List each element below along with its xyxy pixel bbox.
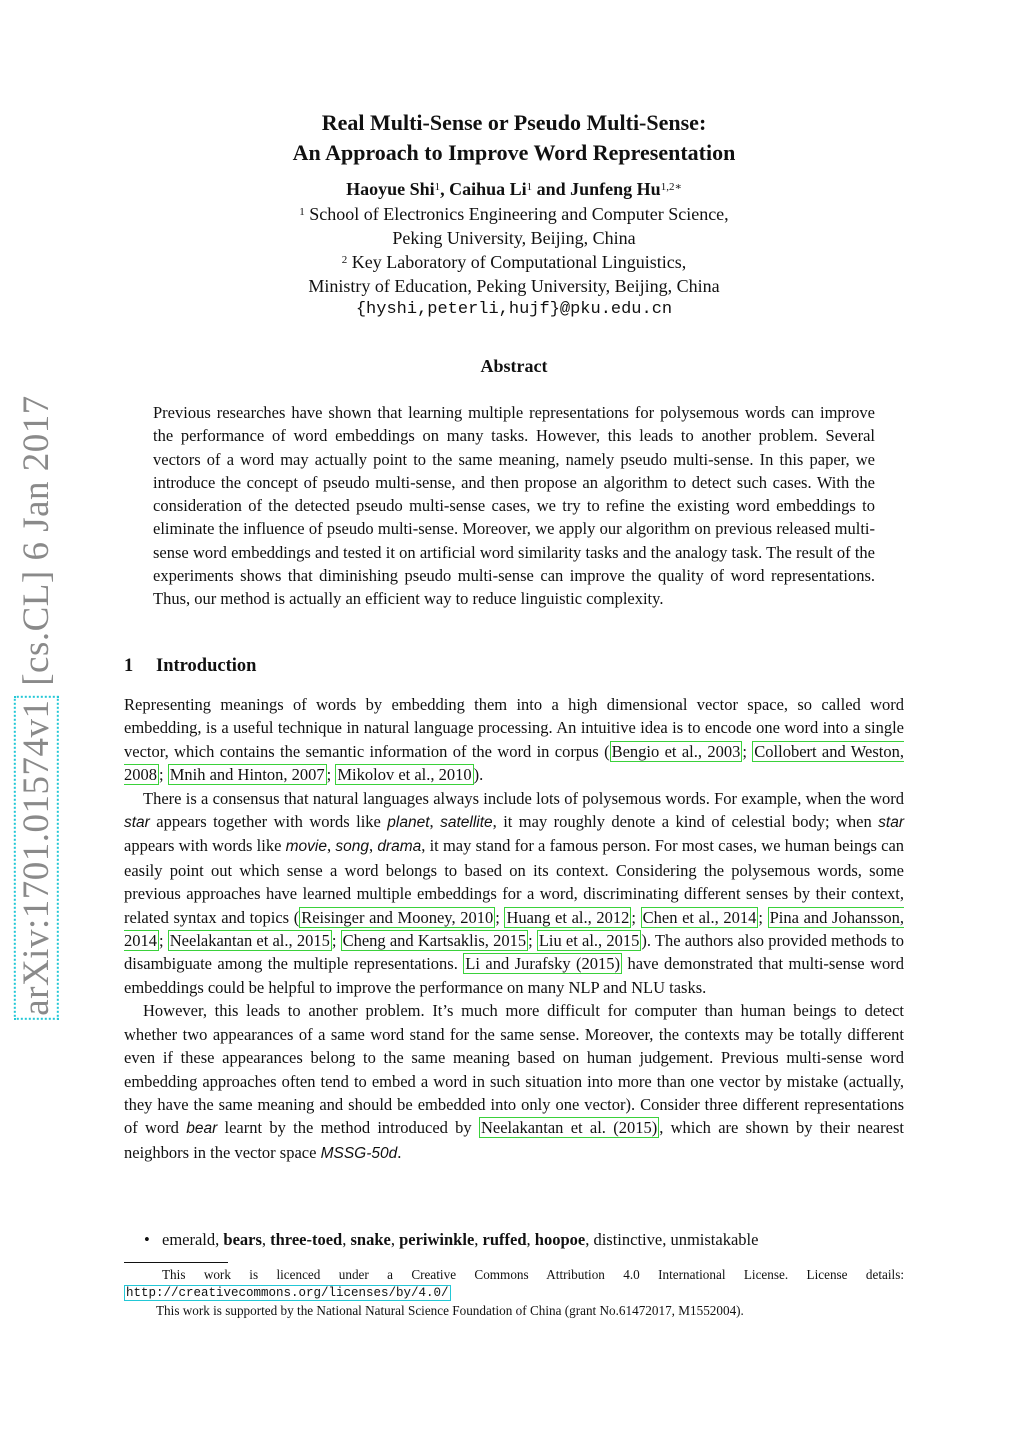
list-separator: , <box>662 1230 671 1249</box>
paragraph-text: appears together with words like <box>149 812 388 832</box>
arxiv-stamp-text <box>15 395 58 1020</box>
paragraph-text: , <box>429 812 441 832</box>
list-separator: , <box>585 1230 594 1249</box>
neighbor-word: emerald <box>162 1230 216 1249</box>
citation-separator: ; <box>631 907 641 927</box>
author-affiliation-mark: 1 <box>434 181 441 193</box>
affiliation-1-line-1 <box>124 202 904 226</box>
section-title: Introduction <box>156 656 257 676</box>
citation-separator: ; <box>331 931 341 951</box>
author-affiliation-mark: 1,2∗ <box>660 181 682 193</box>
neighbor-word-bold: ruffed <box>482 1230 527 1249</box>
citation-separator: ; <box>159 931 168 951</box>
author-name: Caihua Li <box>449 179 527 199</box>
paragraph-text: have demonstrated that multi-sense word embeddings could be helpful to improve the performance on many NLP and NLU tasks. <box>124 954 904 997</box>
author-separator: , <box>440 179 450 199</box>
citation-link[interactable]: Neelakantan et al., 2015 <box>169 931 330 951</box>
author-affiliation-mark: 1 <box>526 181 533 193</box>
citation-separator: ; <box>528 931 537 951</box>
affiliation-1-line-2: Peking University, Beijing, China <box>392 228 636 248</box>
list-separator: , <box>342 1230 351 1249</box>
introduction-body <box>124 693 904 1165</box>
footnotes <box>124 1266 904 1319</box>
author-emails: {hyshi,peterli,hujf}@pku.edu.cn <box>355 300 673 319</box>
neighbor-word-bold: snake <box>350 1230 391 1249</box>
list-separator: , <box>526 1230 535 1249</box>
arxiv-date: 6 Jan 2017 <box>15 395 57 561</box>
arxiv-category: [cs.CL] <box>15 570 57 686</box>
author-name: Haoyue Shi <box>346 179 435 199</box>
paragraph-1 <box>124 693 904 787</box>
citation-link[interactable]: Neelakantan et al. (2015) <box>480 1118 658 1138</box>
license-url-link[interactable]: http://creativecommons.org/licenses/by/4.0/ <box>126 1286 449 1300</box>
example-word: star <box>124 814 150 832</box>
footnote-license: This work is licenced under a Creative Commons Attribution 4.0 International License. License details: <box>162 1267 904 1282</box>
example-word: song <box>335 838 369 856</box>
paragraph-text: ). <box>473 765 484 785</box>
affiliation-mark: 2 <box>341 254 348 266</box>
footnote-divider <box>124 1262 228 1263</box>
neighbor-word-bold: three-toed <box>270 1230 343 1249</box>
neighbor-word: unmistakable <box>670 1230 759 1249</box>
citation-link[interactable]: Huang et al., 2012 <box>506 907 630 927</box>
citation-link[interactable]: Cheng and Kartsaklis, 2015 <box>342 931 527 951</box>
example-word: movie <box>285 838 327 856</box>
citation-separator: ; <box>495 907 505 927</box>
citation-link[interactable]: Reisinger and Mooney, 2010 <box>301 907 494 927</box>
author-separator: and <box>532 179 571 199</box>
paragraph-2 <box>124 787 904 1000</box>
title-line-1: Real Multi-Sense or Pseudo Multi-Sense: <box>321 110 707 135</box>
citation-link[interactable]: Collobert and Weston, 2008 <box>124 741 905 785</box>
affiliation-text: School of Electronics Engineering and Computer Science, <box>304 204 729 224</box>
list-separator: , <box>390 1230 400 1249</box>
affiliation-mark: 1 <box>299 206 305 218</box>
abstract-text: Previous researches have shown that learning multiple representations for polysemous words can improve the performance of word embeddings on many tasks. However, this leads to another problem. Several vectors of a word may actually point to the same meaning, namely pseudo multi-sense. In this paper, we introduce the concept of pseudo multi-sense, and then propose an algorithm to detect such cases. With the consideration of the detected pseudo multi-sense cases, we try to refine the existing word embeddings to eliminate the influence of pseudo multi-sense. Moreover, we apply our algorithm on previous released multi-sense word embeddings and tested it on artificial word similarity tasks and the analogy task. The result of the experiments shows that diminishing pseudo multi-sense can improve the quality of word representations. Thus, our method is actually an efficient way to reduce linguistic complexity. <box>153 403 875 609</box>
affiliation-2-line-2: Ministry of Education, Peking University, Beijing, China <box>308 276 720 296</box>
citation-separator: ; <box>742 741 753 761</box>
affiliation-text: Key Laboratory of Computational Linguistics, <box>347 252 687 272</box>
citation-link[interactable]: Liu et al., 2015 <box>538 931 640 951</box>
paragraph-text: . <box>397 1142 402 1162</box>
citation-link[interactable]: Chen et al., 2014 <box>642 907 757 927</box>
citation-link[interactable]: Pina and Johansson, 2014 <box>124 907 904 951</box>
list-separator: , <box>261 1230 271 1249</box>
neighbor-word-bold: bears <box>223 1230 262 1249</box>
paragraph-text: , it may roughly denote a kind of celestial body; when <box>492 812 879 832</box>
footnote-license-url-line <box>124 1283 904 1302</box>
citation-link[interactable]: Li and Jurafsky (2015) <box>465 954 620 974</box>
paragraph-text: Representing meanings of words by embedding them into a high dimensional vector space, so called word embedding, is a useful technique in natural language processing. An intuitive idea is to encode one word into a single vector, which contains the semantic information of the word in corpus ( <box>124 695 904 761</box>
paragraph-3 <box>124 999 904 1165</box>
example-word: satellite <box>440 814 493 832</box>
example-word: planet <box>387 814 430 832</box>
example-word: star <box>878 814 904 832</box>
arxiv-sidebar-stamp <box>8 395 64 1016</box>
affiliation-2-line-1 <box>124 250 904 274</box>
abstract-heading: Abstract <box>480 356 548 376</box>
paper-title <box>124 108 904 168</box>
neighbor-list-item <box>144 1228 904 1251</box>
section-number: 1 <box>124 656 134 676</box>
author-list <box>124 176 904 202</box>
author-name: Junfeng Hu <box>570 179 661 199</box>
citation-separator: ; <box>159 765 168 785</box>
neighbor-word-bold: periwinkle <box>399 1230 475 1249</box>
paragraph-text: , it may stand for a famous person. For most cases, we human beings can easily point out which sense a word belongs to based on its context. Considering the polysemous words, some previous approaches have learned multiple embeddings for a word, discriminating different senses by their context, related syntax and topics ( <box>124 836 905 927</box>
bullet-icon: • <box>144 1230 150 1249</box>
paragraph-text: appears with words like <box>124 836 286 856</box>
citation-separator: ; <box>758 907 768 927</box>
arxiv-id-link[interactable]: arXiv:1701.01574v1 <box>14 696 59 1020</box>
paragraph-text: learnt by the method introduced by <box>217 1118 479 1138</box>
affiliations <box>124 202 904 322</box>
footnote-funding: This work is supported by the National Natural Science Foundation of China (grant No.61472017, M1552004). <box>156 1303 744 1318</box>
paragraph-text: , which are shown by their nearest neighbors in the vector space <box>124 1118 904 1162</box>
example-word: bear <box>186 1120 218 1138</box>
list-separator: , <box>215 1230 224 1249</box>
paragraph-text: There is a consensus that natural languages always include lots of polysemous words. For example, when the word <box>143 788 904 808</box>
paragraph-text: ). The authors also provided methods to disambiguate among the multiple representations. <box>124 931 904 974</box>
neighbor-word: distinctive <box>593 1230 663 1249</box>
title-line-2: An Approach to Improve Word Representation <box>292 140 736 165</box>
citation-link[interactable]: Mikolov et al., 2010 <box>337 765 472 785</box>
citation-link[interactable]: Bengio et al., 2003 <box>611 741 741 761</box>
list-separator: , <box>474 1230 483 1249</box>
neighbor-word-bold: hoopoe <box>534 1230 586 1249</box>
vector-space-name: MSSG-50d <box>320 1144 398 1162</box>
example-word: drama <box>377 838 422 856</box>
paragraph-text: , <box>327 836 336 856</box>
citation-separator: ; <box>326 765 336 785</box>
citation-link[interactable]: Mnih and Hinton, 2007 <box>169 765 325 785</box>
section-heading-introduction <box>124 656 256 677</box>
paragraph-text: However, this leads to another problem. It’s much more difficult for computer than human beings to detect whether two appearances of a same word stand for the same sense. Moreover, the contexts may be totally different even if these appearances belong to the same meaning based on human judgement. Previous multi-sense word embedding approaches often tend to embed a word in such situation into more than one vector by mistake (actually, they have the same meaning and should be embedded into only one vector). Consider three different representations of word <box>124 1001 904 1138</box>
paragraph-text: , <box>368 836 378 856</box>
